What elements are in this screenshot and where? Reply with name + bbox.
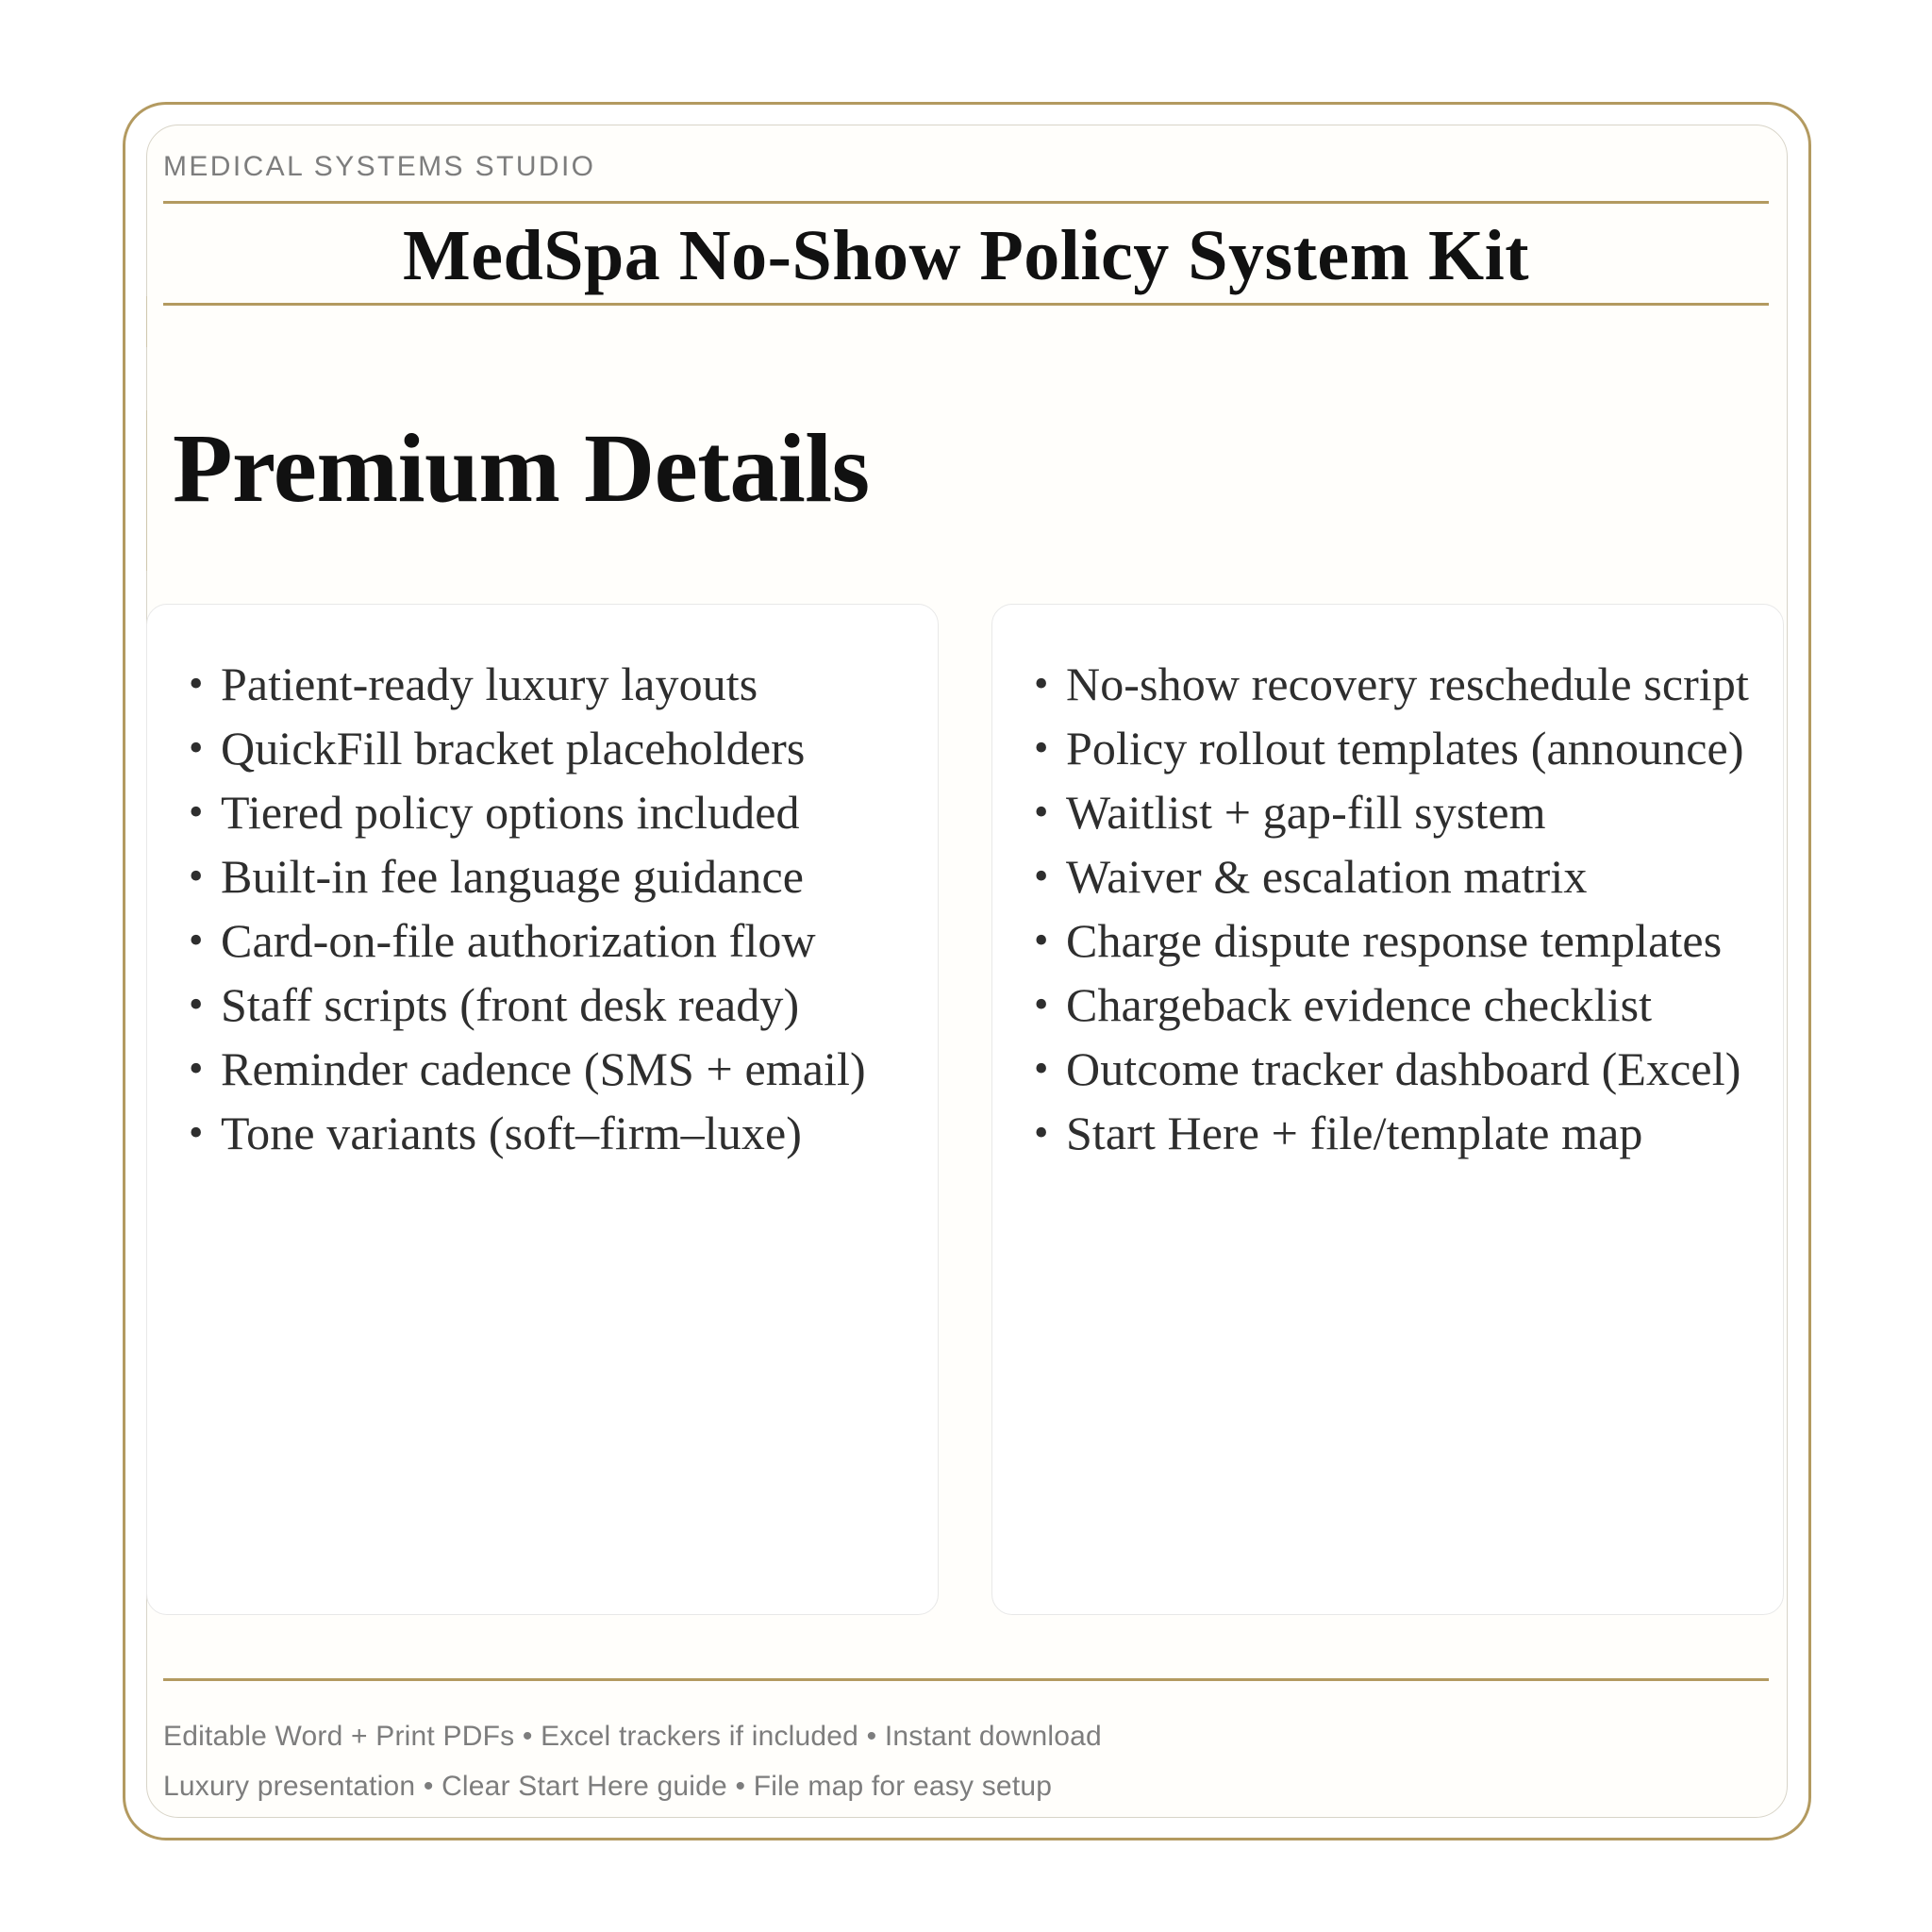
brand-eyebrow: MEDICAL SYSTEMS STUDIO [163, 151, 596, 182]
bullet-dot-icon: • [1034, 917, 1049, 963]
bullet-dot-icon: • [1034, 1045, 1049, 1091]
title-left-accent-tick [146, 296, 147, 347]
feature-list-item [185, 908, 902, 973]
feature-list-item [1030, 908, 1747, 973]
bullet-dot-icon: • [189, 981, 204, 1027]
page-title: MedSpa No-Show Policy System Kit [403, 216, 1529, 295]
title-rule-bottom [163, 303, 1769, 306]
footer-note-line: Editable Word + Print PDFs • Excel trackers if included • Instant download [163, 1721, 1102, 1752]
feature-list-item [1030, 844, 1747, 908]
footer-note-line: Luxury presentation • Clear Start Here guide • File map for easy setup [163, 1771, 1053, 1802]
feature-list-item [1030, 652, 1747, 716]
feature-list-item-label: No-show recovery reschedule script [1066, 658, 1749, 710]
bullet-dot-icon: • [189, 1045, 204, 1091]
section-left-accent-bar [146, 410, 147, 571]
feature-list-item [185, 1101, 902, 1165]
feature-list-item-label: Outcome tracker dashboard (Excel) [1066, 1042, 1741, 1095]
bullet-dot-icon: • [1034, 981, 1049, 1027]
slide-content [146, 125, 1788, 1818]
bullet-dot-icon: • [189, 853, 204, 899]
bullet-dot-icon: • [1034, 660, 1049, 707]
feature-list-item [185, 973, 902, 1037]
feature-list-item [1030, 973, 1747, 1037]
feature-list-item [185, 844, 902, 908]
feature-list-item-label: Tone variants (soft–firm–luxe) [221, 1107, 802, 1159]
bullet-dot-icon: • [189, 660, 204, 707]
feature-list-item [185, 1037, 902, 1101]
bullet-dot-icon: • [189, 917, 204, 963]
feature-list-item-label: Waitlist + gap-fill system [1066, 786, 1546, 839]
footer-rule [163, 1678, 1769, 1681]
feature-list-item-label: QuickFill bracket placeholders [221, 722, 806, 774]
feature-list-item-label: Card-on-file authorization flow [221, 914, 816, 967]
feature-list-item-label: Staff scripts (front desk ready) [221, 978, 800, 1031]
feature-list-item-label: Reminder cadence (SMS + email) [221, 1042, 866, 1095]
right-feature-card [991, 604, 1784, 1615]
feature-list-item-label: Chargeback evidence checklist [1066, 978, 1653, 1031]
left-feature-list [147, 652, 938, 1165]
title-rule-top [163, 201, 1769, 204]
feature-list-item-label: Patient-ready luxury layouts [221, 658, 758, 710]
bullet-dot-icon: • [1034, 853, 1049, 899]
bullet-dot-icon: • [189, 1109, 204, 1156]
left-feature-card [146, 604, 939, 1615]
bullet-dot-icon: • [189, 789, 204, 835]
bullet-dot-icon: • [1034, 1109, 1049, 1156]
bullet-dot-icon: • [1034, 789, 1049, 835]
feature-list-item-label: Waiver & escalation matrix [1066, 850, 1588, 903]
feature-list-item [1030, 780, 1747, 844]
section-heading: Premium Details [173, 414, 870, 523]
right-feature-list [992, 652, 1783, 1165]
feature-list-item [1030, 1101, 1747, 1165]
feature-list-item-label: Start Here + file/template map [1066, 1107, 1643, 1159]
feature-list-item [185, 652, 902, 716]
feature-list-item-label: Charge dispute response templates [1066, 914, 1723, 967]
feature-list-item [185, 780, 902, 844]
bullet-dot-icon: • [1034, 724, 1049, 771]
feature-list-item-label: Policy rollout templates (announce) [1066, 722, 1744, 774]
feature-list-item [185, 716, 902, 780]
feature-list-item-label: Built-in fee language guidance [221, 850, 805, 903]
feature-list-item [1030, 716, 1747, 780]
feature-list-item [1030, 1037, 1747, 1101]
feature-list-item-label: Tiered policy options included [221, 786, 800, 839]
feature-card-row [146, 604, 1788, 1615]
bullet-dot-icon: • [189, 724, 204, 771]
footer-note-block [163, 1711, 1769, 1811]
